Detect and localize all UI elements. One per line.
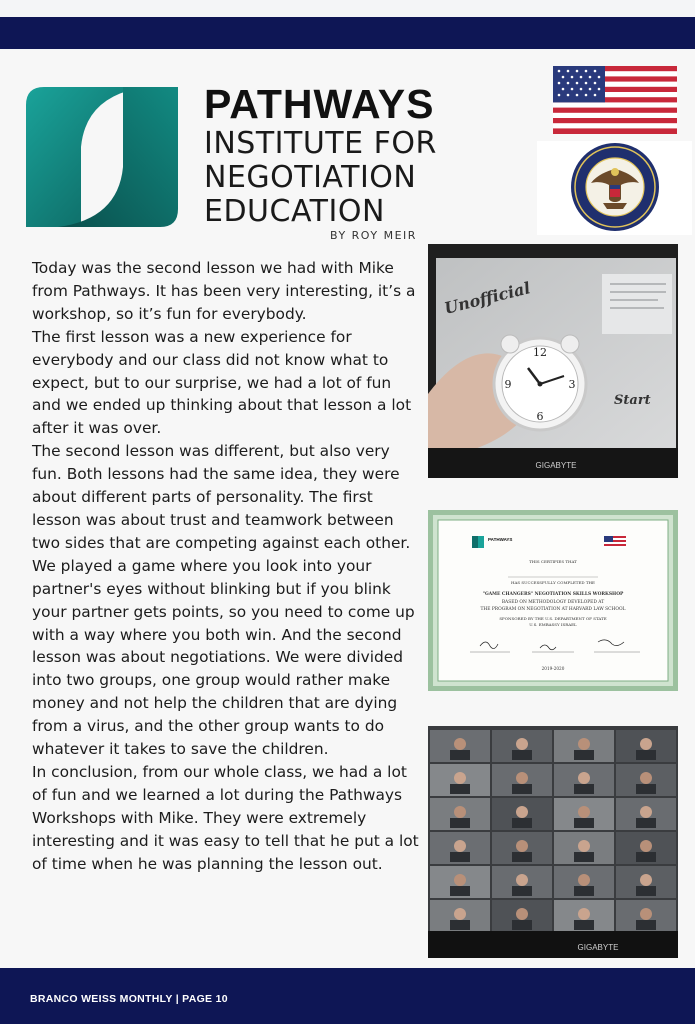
participant-head (640, 806, 652, 818)
participant-body (636, 784, 656, 794)
participant-body (450, 886, 470, 896)
participant-head (578, 772, 590, 784)
zoom-class-photo (428, 726, 678, 958)
cert-line-1: THIS CERTIFIES THAT (529, 559, 577, 564)
participant-body (574, 920, 594, 930)
article-paragraph: In conclusion, from our whole class, we had a lot of fun and we learned a lot during the Pathways Workshops with Mike. They were extremely interesting and it was easy to tell that he put a lot of time when he was planning the lesson out. (32, 762, 419, 873)
certificate-logo-icon (472, 536, 484, 548)
participant-head (516, 840, 528, 852)
participant-head (640, 738, 652, 750)
participant-body (512, 886, 532, 896)
participant-body (512, 818, 532, 828)
cert-line-5: THE PROGRAM ON NEGOTIATION AT HARVARD LAW SCHOOL (480, 607, 626, 612)
article-paragraph: Today was the second lesson we had with Mike from Pathways. It has been very interesting, it’s a workshop, so it’s fun for everybody. (32, 259, 416, 323)
participant-head (578, 908, 590, 920)
participant-body (574, 886, 594, 896)
participant-head (454, 874, 466, 886)
article-paragraph: The second lesson was different, but also very fun. Both lessons had the same idea, they were about different parts of personality. The first lesson was about trust and teamwork between two sides that are competing against each other. We played a game where you look into your partner's eyes without blinking but if you blink your partner gets points, so you need to come up with a way where you both win. And the second lesson was about negotiations. We were divided into two groups, one group would rather make money and not help the children that are dying from a virus, and the other group wants to do whatever it takes to save the children. (32, 442, 415, 759)
participant-body (636, 886, 656, 896)
participant-head (516, 738, 528, 750)
participant-body (512, 920, 532, 930)
brand-subtitle-line-1: INSTITUTE FOR (204, 126, 437, 161)
participant-body (450, 852, 470, 862)
brand-title: PATHWAYS (204, 81, 435, 127)
participant-head (454, 806, 466, 818)
laptop-brand: GIGABYTE (535, 461, 577, 470)
cert-line-2: HAS SUCCESSFULLY COMPLETED THE (511, 580, 595, 585)
participant-head (578, 840, 590, 852)
participant-body (450, 784, 470, 794)
participant-head (578, 874, 590, 886)
participant-body (636, 920, 656, 930)
cert-line-6: SPONSORED BY THE U.S. DEPARTMENT OF STATE (499, 616, 607, 621)
participant-body (574, 784, 594, 794)
participant-body (450, 818, 470, 828)
participant-head (578, 738, 590, 750)
slide-word-unofficial: Unofficial (442, 278, 533, 318)
participant-head (640, 908, 652, 920)
certificate-photo (428, 510, 678, 691)
participant-head (640, 772, 652, 784)
participant-body (574, 852, 594, 862)
participant-head (516, 874, 528, 886)
cert-line-3: "GAME CHANGERS" NEGOTIATION SKILLS WORKSHOP (482, 592, 624, 597)
participant-head (578, 806, 590, 818)
participant-body (512, 852, 532, 862)
participant-head (640, 840, 652, 852)
participant-body (574, 750, 594, 760)
svg-text:12: 12 (533, 346, 547, 359)
participant-head (454, 772, 466, 784)
participant-head (454, 738, 466, 750)
participant-body (450, 750, 470, 760)
participant-body (450, 920, 470, 930)
participant-head (640, 874, 652, 886)
pathways-logo-icon (26, 87, 178, 227)
participant-body (636, 818, 656, 828)
participant-body (512, 750, 532, 760)
participant-head (454, 908, 466, 920)
footer-text: BRANCO WEISS MONTHLY | PAGE 10 (30, 993, 228, 1005)
laptop-brand: GIGABYTE (577, 943, 619, 952)
svg-text:9: 9 (504, 378, 512, 391)
brand-subtitle-line-2: NEGOTIATION (204, 160, 417, 195)
participant-body (512, 784, 532, 794)
svg-text:3: 3 (568, 378, 576, 391)
cert-line-4: BASED ON METHODOLOGY DEVELOPED AT (501, 600, 605, 605)
participant-head (454, 840, 466, 852)
svg-text:PATHWAYS: PATHWAYS (488, 537, 513, 542)
participant-head (516, 772, 528, 784)
department-of-state-seal-icon (567, 141, 663, 233)
participant-body (574, 818, 594, 828)
brand-subtitle-line-3: EDUCATION (204, 194, 385, 229)
participant-body (636, 750, 656, 760)
article-body (32, 257, 422, 875)
top-navy-band (0, 17, 695, 49)
participant-head (516, 806, 528, 818)
certificate-flag-icon (604, 536, 626, 548)
svg-text:6: 6 (536, 410, 544, 423)
slide-word-start: Start (614, 393, 651, 408)
participant-head (516, 908, 528, 920)
byline: BY ROY MEIR (330, 229, 417, 242)
top-bar (0, 0, 695, 50)
article-paragraph: The first lesson was a new experience for everybody and our class did not know what to expect, but to our surprise, we had a lot of fun and we ended up thinking about that lesson a lot after it was over. (32, 327, 412, 438)
laptop-clock-photo (428, 244, 678, 478)
cert-line-7: U.S. EMBASSY ISRAEL (529, 622, 577, 627)
cert-year: 2019-2020 (541, 666, 565, 671)
us-flag-icon (553, 66, 677, 134)
participant-body (636, 852, 656, 862)
